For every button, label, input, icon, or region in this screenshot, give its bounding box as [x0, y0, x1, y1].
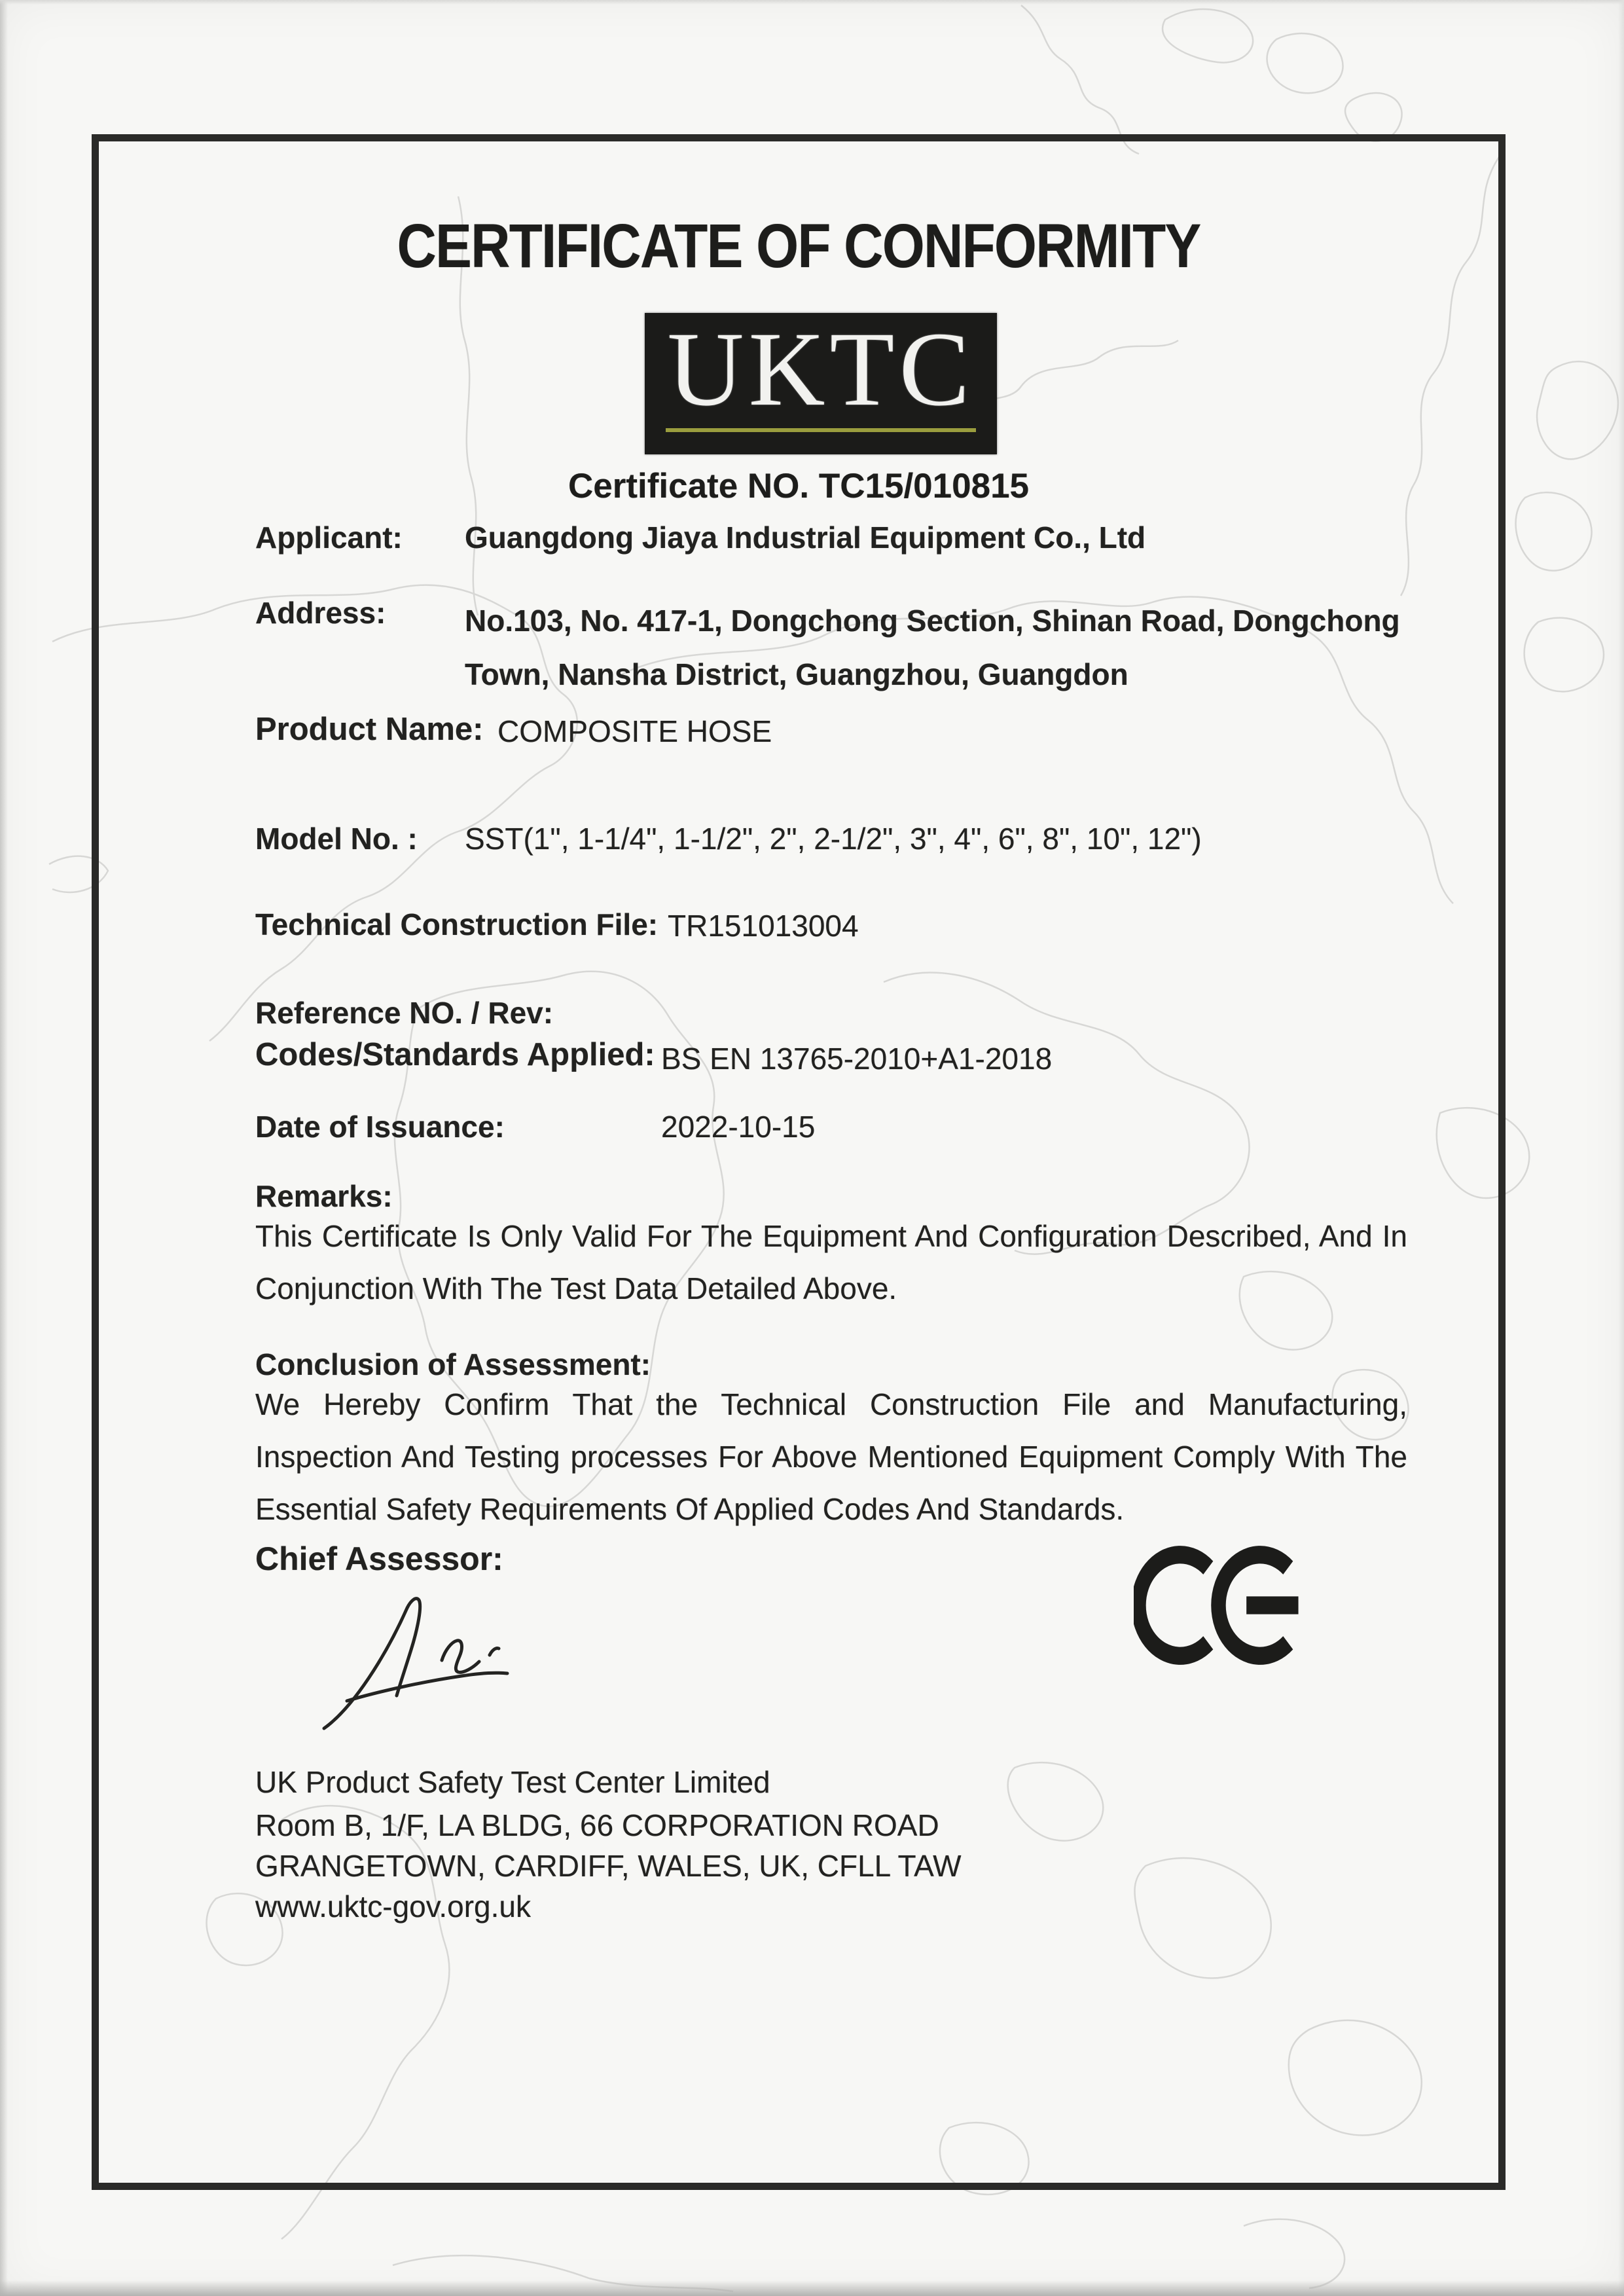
issuer-address-line1: Room B, 1/F, LA BLDG, 66 CORPORATION ROAD: [255, 1808, 939, 1842]
remarks-label: Remarks:: [255, 1179, 393, 1213]
remarks-text: This Certificate Is Only Valid For The Equipment And Configuration Described, And In Conjunction With The Test Data Detailed Above.: [255, 1219, 1407, 1305]
technical-construction-file-value: TR151013004: [668, 909, 859, 943]
scan-edge-right: [1618, 0, 1624, 2296]
address-value: No.103, No. 417-1, Dongchong Section, Shinan Road, Dongchong Town, Nansha District, Guangzhou, Guangdon: [465, 604, 1400, 691]
chief-assessor-signature: [308, 1576, 550, 1734]
certificate-title: CERTIFICATE OF CONFORMITY: [397, 211, 1200, 281]
product-name-value: COMPOSITE HOSE: [497, 714, 772, 748]
scan-edge-left: [0, 0, 8, 2296]
issuer-website: www.uktc-gov.org.uk: [255, 1889, 531, 1923]
technical-construction-file-label: Technical Construction File:: [255, 907, 659, 941]
certificate-number: Certificate NO. TC15/010815: [568, 467, 1030, 505]
uktc-logo: [645, 313, 997, 454]
product-name-label: Product Name:: [255, 712, 484, 747]
model-no-value: SST(1", 1-1/4", 1-1/2", 2", 2-1/2", 3", 4", 6", 8", 10", 12"): [465, 822, 1202, 856]
date-of-issuance-value: 2022-10-15: [661, 1110, 816, 1144]
model-no-label: Model No. :: [255, 822, 418, 856]
applicant-label: Applicant:: [255, 520, 403, 555]
conclusion-label: Conclusion of Assessment:: [255, 1347, 651, 1381]
ce-mark-icon: [1134, 1540, 1305, 1671]
chief-assessor-label: Chief Assessor:: [255, 1540, 503, 1577]
issuer-name: UK Product Safety Test Center Limited: [255, 1765, 770, 1799]
conclusion-text: We Hereby Confirm That the Technical Construction File and Manufacturing, Inspection And Testing processes For Above Mentioned Equipment Comply With The Essential Safety Requirements Of Applied Codes And Standards.: [255, 1387, 1407, 1526]
uktc-logo-text: UKTC: [667, 311, 975, 428]
scan-edge-bottom: [0, 2280, 1624, 2296]
codes-standards-label: Codes/Standards Applied:: [255, 1037, 655, 1072]
issuer-address-line2: GRANGETOWN, CARDIFF, WALES, UK, CFLL TAW: [255, 1849, 962, 1883]
applicant-value: Guangdong Jiaya Industrial Equipment Co., Ltd: [465, 520, 1146, 555]
scan-edge-top: [0, 0, 1624, 5]
reference-no-rev-label: Reference NO. / Rev:: [255, 996, 554, 1030]
address-label: Address:: [255, 596, 386, 630]
date-of-issuance-label: Date of Issuance:: [255, 1110, 505, 1144]
uktc-logo-underline: [666, 428, 976, 432]
codes-standards-value: BS EN 13765-2010+A1-2018: [661, 1042, 1053, 1076]
